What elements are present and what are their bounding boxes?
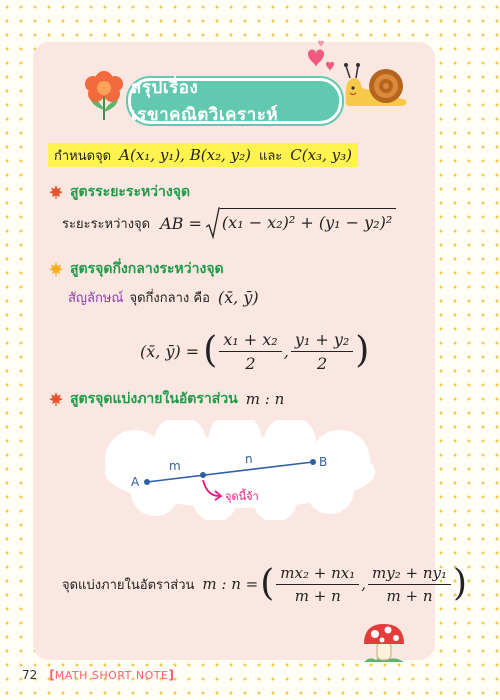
midpoint-desc: จุดกึ่งกลาง คือ [129,290,210,306]
midpoint-heading [48,258,224,280]
comma: , [361,575,366,593]
paren-close: ) [452,563,468,604]
midpoint-num-x: x₁ + x₂ [219,330,281,352]
division-point-dot [200,472,206,478]
page-title: สรุปเรื่องเรขาคณิตวิเคราะห์ [128,78,342,124]
midpoint-symbol-line [68,284,259,310]
paren-open: ( [203,330,218,371]
label-n: n [245,452,253,466]
sqrt-expression [206,207,396,239]
distance-heading [48,181,190,203]
ratio-num-y: my₂ + ny₁ [368,564,451,585]
paren-close: ) [355,330,370,371]
ratio-formula-label: จุดแบ่งภายในอัตราส่วน [62,577,195,593]
snail-icon [340,60,412,108]
ratio-formula [62,556,467,612]
distance-label: ระยะระหว่างจุด [62,216,151,232]
midpoint-formula [140,324,369,378]
midpoint-symbol: (x̄, ȳ) [217,287,259,307]
maple-leaf-icon [48,184,64,200]
midpoint-lhs: (x̄, ȳ) = [140,341,200,361]
comma: , [283,341,289,361]
given-and: และ [258,148,283,164]
ratio-diagram [95,420,385,520]
page-number: 72 [22,668,38,682]
flower-icon [80,62,128,122]
ratio-frac-x [276,564,359,605]
midpoint-heading-text: สูตรจุดกึ่งกลางระหว่างจุด [70,261,224,277]
distance-heading-text: สูตรระยะระหว่างจุด [70,184,191,200]
symbol-label: สัญลักษณ์ [68,290,124,306]
footer [22,668,174,682]
ratio-heading [48,388,284,410]
distance-lhs: AB = [160,213,202,233]
distance-formula [62,206,396,240]
midpoint-frac-x [219,330,281,373]
ratio-heading-math: m : n [245,390,285,408]
given-points [48,143,358,167]
ratio-den-x: m + n [294,586,341,605]
point-a-dot [144,479,150,485]
midpoint-den-x: 2 [245,353,256,373]
footer-bracket-open: [ [49,668,55,682]
ratio-frac-y [368,564,451,605]
mushroom-icon [360,618,408,666]
point-a-label: A [131,475,140,489]
point-b-dot [310,459,316,465]
given-point-c: C(x₃, y₃) [290,146,352,164]
footer-bracket-close: ] [168,668,174,682]
label-m: m [169,459,181,473]
given-label: กำหนดจุด [54,148,112,164]
heart-icon [298,40,338,76]
footer-label: MATH SHORT NOTE [54,668,169,682]
midpoint-num-y: y₁ + y₂ [291,330,353,352]
ratio-heading-text: สูตรจุดแบ่งภายในอัตราส่วน [70,391,238,407]
ratio-den-y: m + n [386,586,433,605]
midpoint-frac-y [291,330,353,373]
ratio-formula-lhs: m : n = [202,575,259,593]
midpoint-den-y: 2 [316,353,328,373]
distance-radicand: (x₁ − x₂)² + (y₁ − y₂)² [220,208,396,239]
point-b-label: B [319,455,328,469]
maple-leaf-icon [48,391,64,407]
maple-leaf-icon [48,261,64,277]
callout-label: จุดนี้จ้า [225,490,259,503]
ratio-num-x: mx₂ + nx₁ [276,564,359,585]
paren-open: ( [260,563,275,604]
given-points-ab: A(x₁, y₁), B(x₂, y₂) [119,146,251,164]
sqrt-sign [206,207,220,239]
